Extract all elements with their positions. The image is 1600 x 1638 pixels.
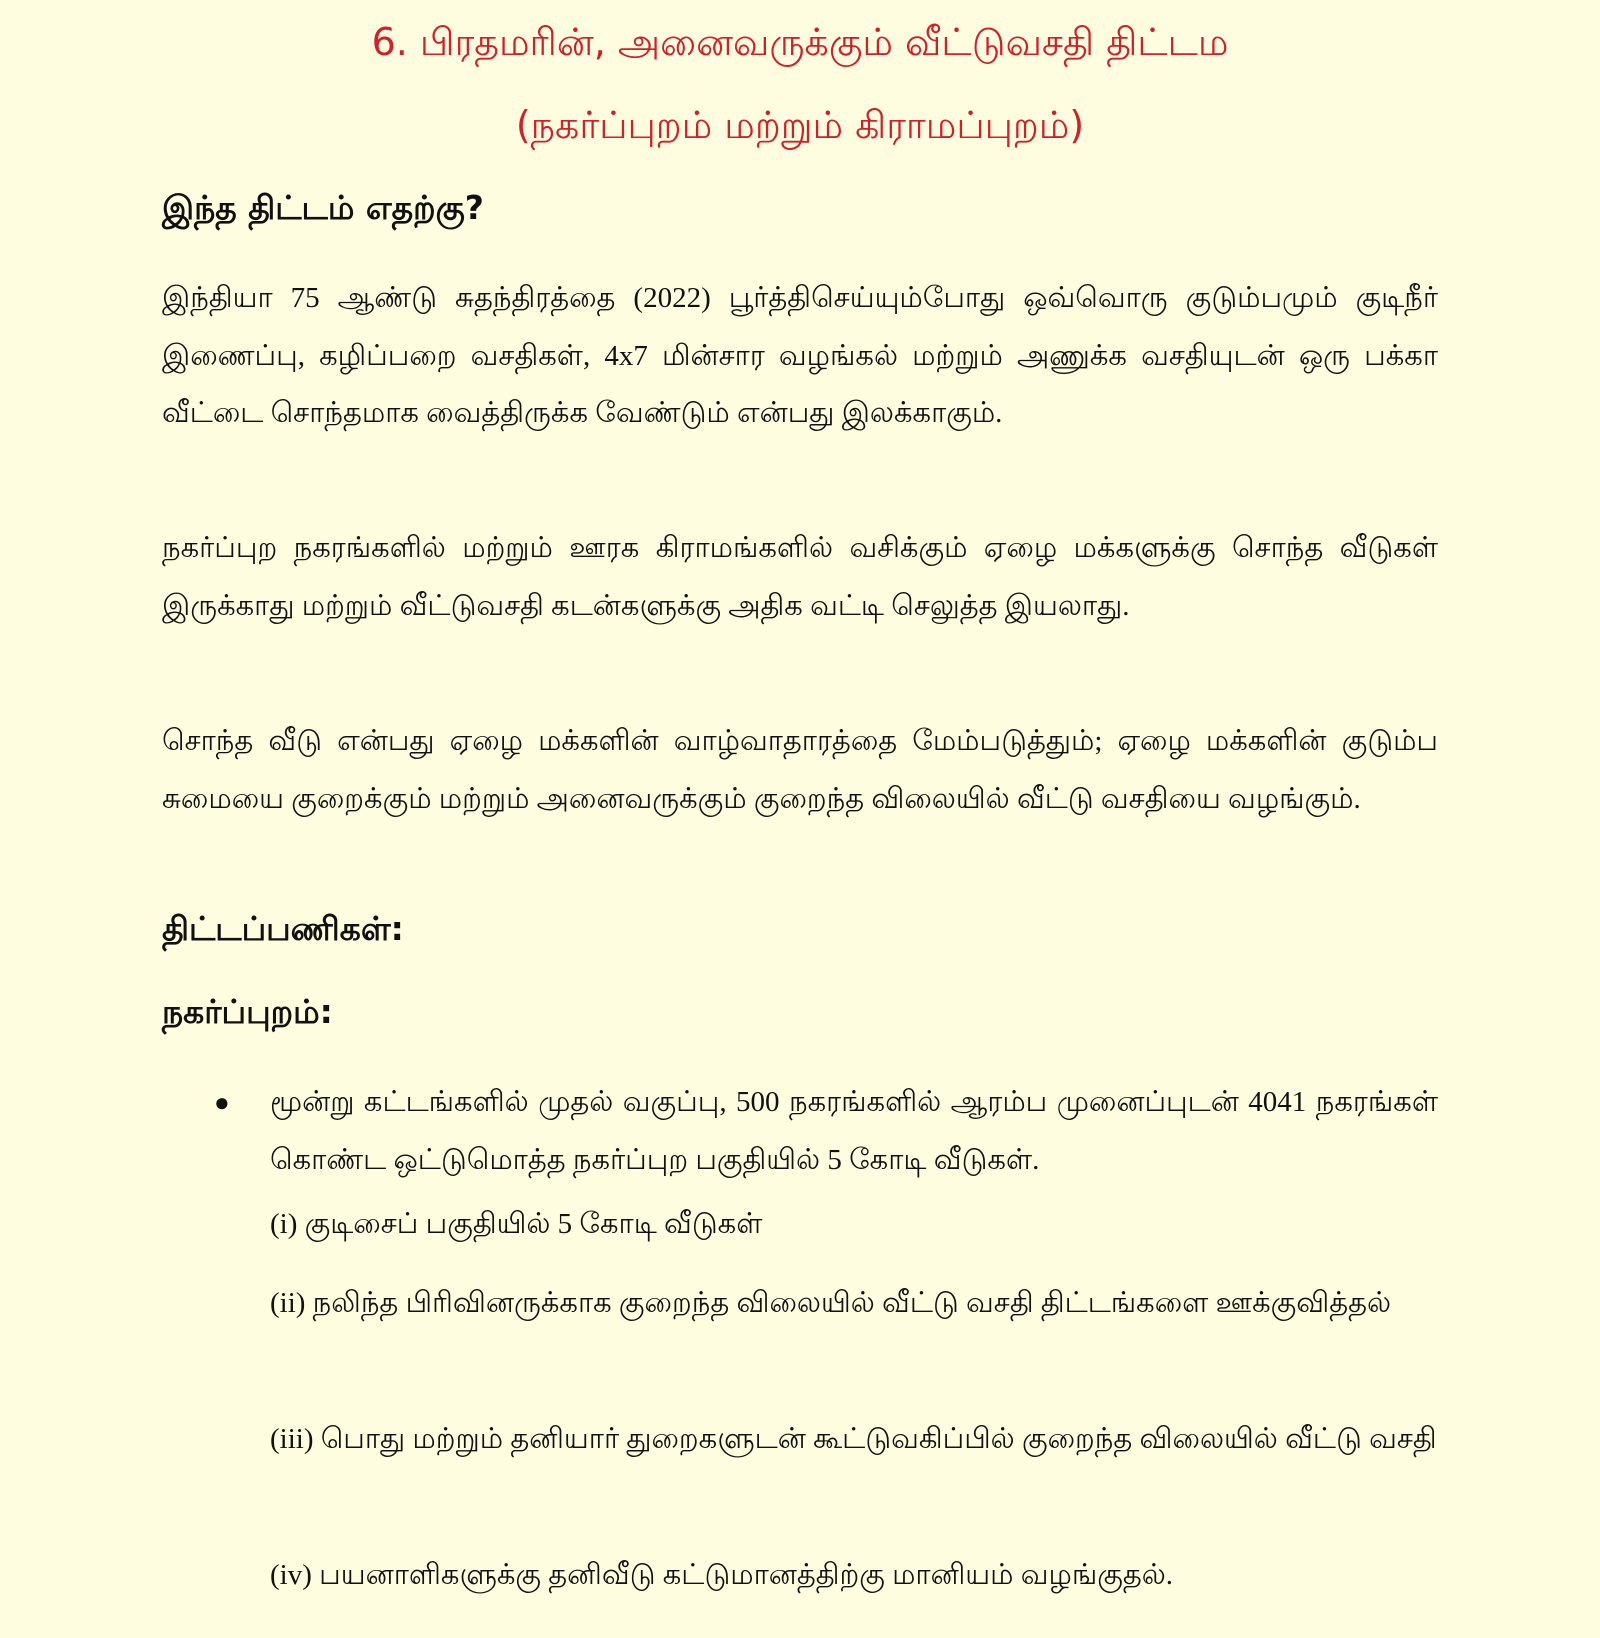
- urban-item-2: (ii) நலிந்த பிரிவினருக்காக குறைந்த விலையில் வீட்டு வசதி திட்டங்களை ஊக்குவித்தல்: [270, 1287, 1392, 1319]
- urban-item-3: (iii) பொது மற்றும் தனியார் துறைகளுடன் கூட்டுவகிப்பில் குறைந்த விலையில் வீட்டு வசதி: [270, 1423, 1437, 1455]
- urban-heading: நகர்ப்புறம்:: [162, 992, 333, 1031]
- urban-item-4: (iv) பயனாளிகளுக்கு தனிவீடு கட்டுமானத்திற்கு மானியம் வழங்குதல்.: [270, 1559, 1174, 1591]
- page-title: 6. பிரதமரின், அனைவருக்கும் வீட்டுவசதி திட்டம: [371, 20, 1229, 64]
- projects-heading: திட்டப்பணிகள்:: [162, 909, 404, 948]
- purpose-paragraph-2: நகர்ப்புற நகரங்களில் மற்றும் ஊரக கிராமங்களில் வசிக்கும் ஏழை மக்களுக்கு சொந்த வீடுகள் இருக்காது மற்றும் வீட்டுவசதி கடன்களுக்கு அதிக வட்டி செலுத்த இயலாது.: [162, 532, 1438, 622]
- bullet-marker: ●: [214, 1088, 230, 1117]
- purpose-heading: இந்த திட்டம் எதற்கு?: [162, 188, 484, 227]
- purpose-paragraph-1: இந்தியா 75 ஆண்டு சுதந்திரத்தை (2022) பூர்த்திசெய்யும்போது ஒவ்வொரு குடும்பமும் குடிநீர் இணைப்பு, கழிப்பறை வசதிகள், 4x7 மின்சார வழங்கல் மற்றும் அணுக்க வசதியுடன் ஒரு பக்கா வீட்டை சொந்தமாக வைத்திருக்க வேண்டும் என்பது இலக்காகும்.: [162, 282, 1438, 429]
- urban-item-1: (i) குடிசைப் பகுதியில் 5 கோடி வீடுகள்: [270, 1208, 763, 1240]
- urban-bullet-text: மூன்று கட்டங்களில் முதல் வகுப்பு, 500 நகரங்களில் ஆரம்ப முனைப்புடன் 4041 நகரங்கள் கொண்ட ஒட்டுமொத்த நகர்ப்புற பகுதியில் 5 கோடி வீடுகள்.: [270, 1086, 1438, 1176]
- page-subtitle: (நகர்ப்புறம் மற்றும் கிராமப்புறம்): [515, 103, 1085, 147]
- purpose-paragraph-3: சொந்த வீடு என்பது ஏழை மக்களின் வாழ்வாதாரத்தை மேம்படுத்தும்; ஏழை மக்களின் குடும்ப சுமையை குறைக்கும் மற்றும் அனைவருக்கும் குறைந்த விலையில் வீட்டு வசதியை வழங்கும்.: [162, 725, 1438, 815]
